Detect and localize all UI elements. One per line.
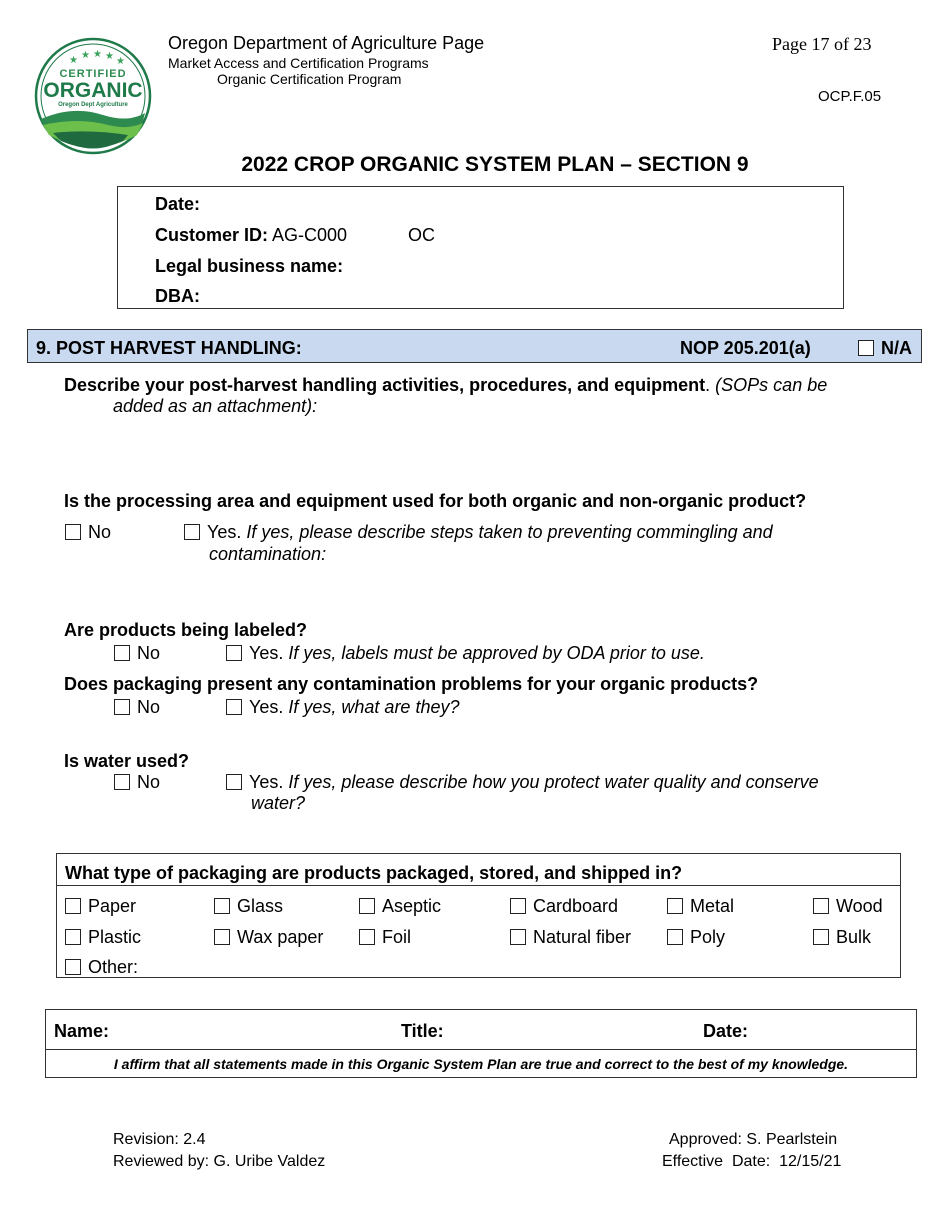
logo-sub-text: Oregon Dept Agriculture <box>58 102 128 108</box>
logo-top-text: CERTIFIED <box>59 68 127 80</box>
packaging-option-bulk <box>813 927 871 948</box>
customer-info-box <box>117 186 844 309</box>
packaging-option-label: Other: <box>88 957 139 977</box>
section-title: 9. POST HARVEST HANDLING: <box>36 338 302 358</box>
packaging-option-natural-fiber <box>510 927 631 948</box>
section-header <box>27 329 922 363</box>
packaging-checkbox[interactable] <box>510 898 526 914</box>
shared-equipment-yes-label: Yes. <box>207 522 242 542</box>
svg-text:★: ★ <box>116 56 125 67</box>
packaging-option-label: Wax paper <box>237 927 324 947</box>
na-option <box>858 338 912 359</box>
packaging-option-metal <box>667 896 734 917</box>
packaging-checkbox[interactable] <box>813 929 829 945</box>
page-number: Page 17 of 23 <box>772 34 872 54</box>
labeled-yes-label: Yes. <box>249 643 284 663</box>
packaging-contamination-question: Does packaging present any contamination problems for your organic products? <box>64 674 759 694</box>
packaging-option-label: Wood <box>836 896 883 916</box>
section-reference: NOP 205.201(a) <box>680 338 811 358</box>
labeled-no-label: No <box>137 643 161 663</box>
svg-text:★: ★ <box>93 49 102 60</box>
program-name: Organic Certification Program <box>217 71 402 87</box>
packaging-option-wood <box>813 896 883 917</box>
page-title: 2022 CROP ORGANIC SYSTEM PLAN – SECTION 9 <box>241 153 749 176</box>
revision: Revision: 2.4 <box>113 1131 206 1148</box>
describe-question-note-cont: added as an attachment): <box>113 396 318 416</box>
packaging-option-aseptic <box>359 896 441 917</box>
labeled-yes-checkbox[interactable] <box>226 645 242 661</box>
packaging-checkbox[interactable] <box>667 929 683 945</box>
describe-question-bold: Describe your post-harvest handling activities, procedures, and equipment <box>64 375 706 395</box>
logo-main-text: ORGANIC <box>43 79 143 102</box>
packaging-option-cardboard <box>510 896 618 917</box>
describe-question-note: (SOPs can be <box>715 375 828 395</box>
division-name: Market Access and Certification Programs <box>168 55 429 71</box>
packaging-option-label: Bulk <box>836 927 872 947</box>
dba-label: DBA: <box>155 286 200 306</box>
packaging-checkbox[interactable] <box>359 898 375 914</box>
packaging-contamination-yes-checkbox[interactable] <box>226 699 242 715</box>
signature-divider <box>46 1049 916 1050</box>
packaging-option-label: Poly <box>690 927 726 947</box>
na-label: N/A <box>881 338 912 358</box>
packaging-contamination-yes-option <box>226 697 459 718</box>
certified-organic-logo <box>33 37 153 155</box>
packaging-checkbox[interactable] <box>214 898 230 914</box>
shared-equipment-yes-note-cont: contamination: <box>209 544 327 564</box>
packaging-contamination-yes-label: Yes. <box>249 697 284 717</box>
labeled-no-option <box>114 643 160 664</box>
packaging-checkbox[interactable] <box>214 929 230 945</box>
packaging-option-foil <box>359 927 411 948</box>
labeled-yes-option <box>226 643 705 664</box>
water-yes-option <box>226 772 819 793</box>
water-yes-note-cont: water? <box>251 793 306 813</box>
shared-equipment-no-checkbox[interactable] <box>65 524 81 540</box>
packaging-contamination-no-label: No <box>137 697 161 717</box>
shared-equipment-yes-checkbox[interactable] <box>184 524 200 540</box>
labeled-no-checkbox[interactable] <box>114 645 130 661</box>
packaging-contamination-no-checkbox[interactable] <box>114 699 130 715</box>
packaging-checkbox[interactable] <box>510 929 526 945</box>
packaging-option-plastic <box>65 927 141 948</box>
water-no-option <box>114 772 160 793</box>
packaging-option-label: Plastic <box>88 927 142 947</box>
water-question: Is water used? <box>64 751 190 771</box>
effective-date: Effective Date: 12/15/21 <box>662 1153 842 1170</box>
water-no-label: No <box>137 772 161 792</box>
customer-id-row <box>155 225 347 246</box>
customer-id-suffix: OC <box>408 225 435 245</box>
packaging-checkbox[interactable] <box>65 959 81 975</box>
packaging-types-box <box>56 853 901 978</box>
signature-box <box>45 1009 917 1078</box>
legal-business-name-label: Legal business name: <box>155 256 344 276</box>
svg-text:★: ★ <box>69 55 78 66</box>
water-yes-note: If yes, please describe how you protect water quality and conserve <box>288 772 819 792</box>
packaging-checkbox[interactable] <box>359 929 375 945</box>
affirmation-statement: I affirm that all statements made in this Organic System Plan are true and correct to the best of my knowledge. <box>113 1056 849 1072</box>
reviewed-by: Reviewed by: G. Uribe Valdez <box>113 1153 326 1170</box>
shared-equipment-yes-option <box>184 522 773 543</box>
packaging-option-label: Natural fiber <box>533 927 632 947</box>
na-checkbox[interactable] <box>858 340 874 356</box>
describe-question: Describe your post-harvest handling activities, procedures, and equipment. (SOPs can be <box>64 375 828 395</box>
customer-id-value: AG-C000 <box>272 225 348 245</box>
packaging-checkbox[interactable] <box>65 898 81 914</box>
water-yes-label: Yes. <box>249 772 284 792</box>
form-code: OCP.F.05 <box>818 88 882 105</box>
packaging-option-label: Foil <box>382 927 412 947</box>
svg-text:★: ★ <box>105 51 114 62</box>
packaging-option-label: Glass <box>237 896 284 916</box>
name-label: Name: <box>54 1021 110 1041</box>
shared-equipment-no-option <box>65 522 111 543</box>
packaging-option-poly <box>667 927 725 948</box>
packaging-checkbox[interactable] <box>65 929 81 945</box>
packaging-contamination-yes-note: If yes, what are they? <box>288 697 460 717</box>
labeled-yes-note: If yes, labels must be approved by ODA prior to use. <box>288 643 705 663</box>
svg-text:★: ★ <box>81 50 90 61</box>
packaging-checkbox[interactable] <box>813 898 829 914</box>
packaging-option-label: Paper <box>88 896 137 916</box>
packaging-option-label: Cardboard <box>533 896 619 916</box>
title-label: Title: <box>401 1021 444 1041</box>
shared-equipment-question: Is the processing area and equipment used for both organic and non-organic product? <box>64 491 807 511</box>
packaging-contamination-no-option <box>114 697 160 718</box>
shared-equipment-no-label: No <box>88 522 112 542</box>
packaging-checkbox[interactable] <box>667 898 683 914</box>
shared-equipment-yes-note: If yes, please describe steps taken to preventing commingling and <box>246 522 773 542</box>
labeled-question: Are products being labeled? <box>64 620 308 640</box>
date-label: Date: <box>155 194 201 214</box>
packaging-option-wax-paper <box>214 927 323 948</box>
packaging-option-glass <box>214 896 283 917</box>
water-yes-checkbox[interactable] <box>226 774 242 790</box>
packaging-option-label: Aseptic <box>382 896 442 916</box>
packaging-option-other <box>65 957 138 978</box>
packaging-types-question: What type of packaging are products packaged, stored, and shipped in? <box>57 854 900 886</box>
approved-by: Approved: S. Pearlstein <box>669 1131 838 1148</box>
packaging-option-paper <box>65 896 136 917</box>
packaging-option-label: Metal <box>690 896 735 916</box>
signature-date-label: Date: <box>703 1021 749 1041</box>
agency-name: Oregon Department of Agriculture Page <box>168 33 485 53</box>
water-no-checkbox[interactable] <box>114 774 130 790</box>
customer-id-label: Customer ID: <box>155 225 269 245</box>
